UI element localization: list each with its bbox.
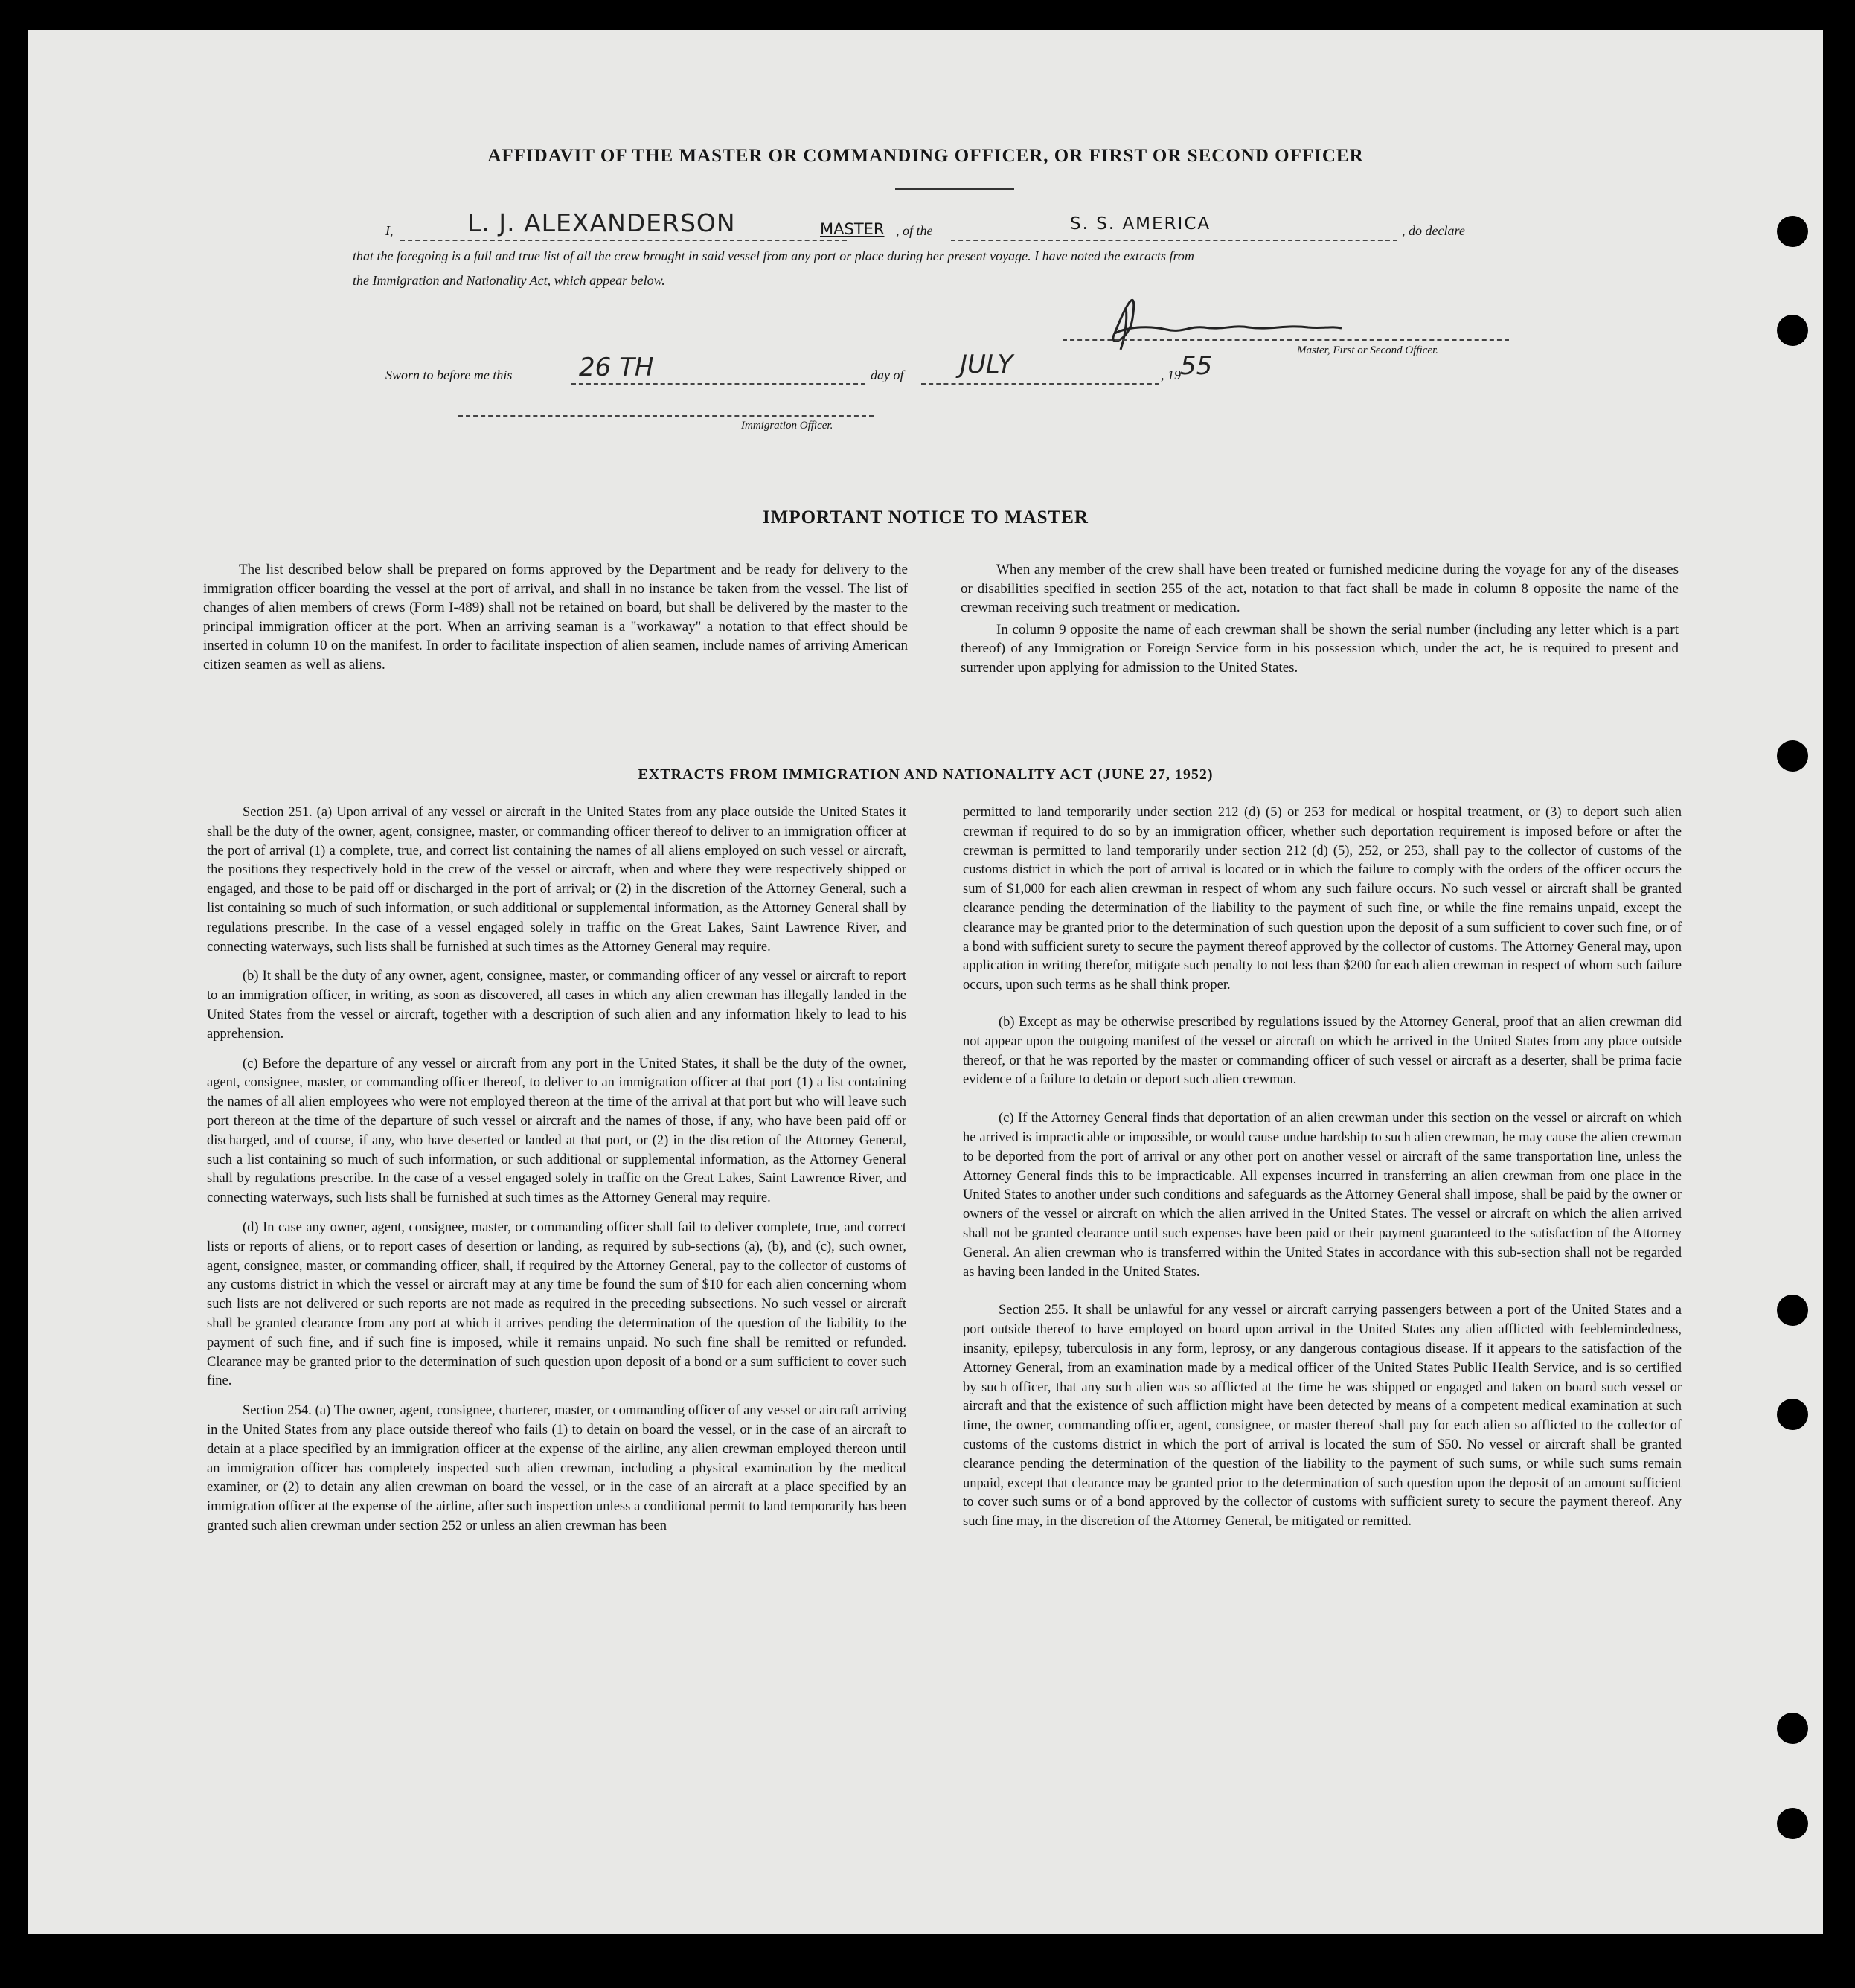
notice-title: IMPORTANT NOTICE TO MASTER (763, 507, 1089, 528)
master-caption-struck: First or Second Officer. (1333, 344, 1438, 356)
punch-hole (1777, 1399, 1808, 1430)
sworn-label: Sworn to before me this (385, 368, 513, 382)
do-declare-label: , do declare (1402, 223, 1465, 238)
notice-right-paragraph-2: In column 9 opposite the name of each crewman shall be shown the serial number (including any letter which is a part thereof) of any Immigration or Foreign Service form in his possession which, under the act, he is required to present and surrender upon applying for admission to the United States. (961, 621, 1679, 676)
signature-line (1063, 339, 1509, 341)
role-text: MASTER (820, 220, 885, 238)
document-page (28, 30, 1823, 1934)
master-caption (1297, 344, 1438, 357)
section-251-b: (b) It shall be the duty of any owner, agent, consignee, master, or commanding officer of any vessel or aircraft to report to an immigration officer, in writing, as soon as discovered, all cases in which any alien crewman has illegally landed in the United States from the vessel or aircraft, together with a description of such alien and any information likely to lead to his apprehension. (207, 969, 906, 1042)
pre-name-label: I, (385, 223, 394, 238)
of-the-label: , of the (896, 223, 933, 238)
declaration-line-2: the Immigration and Nationality Act, which appear below. (353, 273, 665, 288)
notice-right-paragraph-1: When any member of the crew shall have been treated or furnished medicine during the voyage for any of the diseases or disabilities specified in section 255 of the act, notation to that fact shall be made in column 8 opposite the name of the crewman receiving such treatment or medication. (961, 562, 1679, 615)
extracts-right-column (963, 804, 1682, 1542)
section-255: Section 255. It shall be unlawful for any vessel or aircraft carrying passengers between a port of the United States and a port outside thereof to have employed on board upon arrival in the United States any alien afflicted with feeblemindedness, insanity, epilepsy, tuberculosis in any form, leprosy, or any dangerous contagious disease. If it appears to the satisfaction of the Attorney General, from an examination made by a medical officer of the United States Public Health Service, and is so certified by such officer, that any such alien was so afflicted at the time he was shipped or engaged and taken on board such vessel or aircraft and that the existence of such affliction might have been detected by means of a competent medical examination at such time, the owner, commanding officer, agent, consignee, or master thereof shall pay for each alien so afflicted to the collector of customs of the customs district in which the port of arrival is located the sum of $50. No vessel or aircraft shall be granted clearance pending the determination of the question of the liability to the payment of such sums, or while such sums remain unpaid, except that clearance may be granted prior to the determination of such question upon the deposit of an amount sufficient to cover such sums or of a bond approved by the collector of customs with sufficient surety to secure the payment thereof. Any such fine may, in the discretion of the Attorney General, be mitigated or remitted. (963, 1303, 1682, 1530)
punch-hole (1777, 740, 1808, 772)
vessel-line (951, 240, 1397, 241)
name-line (400, 240, 847, 241)
officer-line (458, 415, 874, 417)
extracts-title: EXTRACTS FROM IMMIGRATION AND NATIONALITY ACT (JUNE 27, 1952) (638, 766, 1214, 783)
year-prefix: , 19 (1161, 368, 1181, 382)
declaration-line-1: that the foregoing is a full and true list of all the crew brought in said vessel from any port or place during her present voyage. I have noted the extracts from (353, 248, 1194, 263)
sworn-day: 26 TH (579, 353, 654, 382)
day-of-label: day of (871, 368, 904, 382)
notice-right-column (961, 560, 1679, 677)
section-254-a-continued: permitted to land temporarily under section 212 (d) (5) or 253 for medical or hospital treatment, or (3) to deport such alien crewman if required to do so by an immigration officer, whether such deportation requirement is imposed before or after the crewman is permitted to land temporarily under section 212 (d) (5), 252, or 253, shall pay to the collector of customs of the customs district in which the port of arrival is located or in which the failure to comply with the orders of the officer occurs the sum of $1,000 for each alien crewman in respect of whom any such failure occurs. No such vessel or aircraft shall be granted clearance pending the determination of the liability to the payment of such fine, or while the fine remains unpaid, except the clearance may be granted prior to the determination of such question upon the deposit of a sum sufficient to cover such fine, or of a bond with sufficient surety to secure the payment thereof approved by the collector of customs. The Attorney General may, upon application in writing therefor, mitigate such penalty to not less than $200 for each alien crewman in respect of whom such failure occurs, upon such terms as he shall think proper. (963, 805, 1682, 993)
punch-hole (1777, 1713, 1808, 1744)
punch-hole (1777, 1808, 1808, 1839)
officer-caption: Immigration Officer. (741, 420, 833, 432)
section-251-c: (c) Before the departure of any vessel or aircraft from any port in the United States, it shall be the duty of the owner, agent, consignee, master, or commanding officer thereof, to deliver to an immigration officer at that port (1) a list containing the names of all alien employees who were not employed thereon at the time of the arrival at that port but who will leave such port thereon at the time of the departure of such vessel or aircraft and the names of those, if any, who have been paid off or discharged, and of course, if any, who have deserted or landed at that port, or (2) in the discretion of the Attorney General, such a list containing so much of such information, or such additional or supplemental information, as the Attorney General shall by regulations prescribe. In the case of a vessel engaged solely in traffic on the Great Lakes, Saint Lawrence River, and connecting waterways, such lists shall be furnished at such times as the Attorney General may require. (207, 1056, 906, 1206)
notice-left-column (203, 560, 908, 674)
punch-hole (1777, 315, 1808, 346)
year-suffix: 55 (1180, 351, 1213, 381)
title-underline (895, 188, 1014, 190)
vessel-name: S. S. AMERICA (1070, 214, 1211, 234)
punch-hole (1777, 1295, 1808, 1326)
section-254-c: (c) If the Attorney General finds that deportation of an alien crewman under this section on the vessel or aircraft on which he arrived is impracticable or impossible, or would cause undue hardship to such alien crewman, he may cause the alien crewman to be deported from the port of arrival or any other port on another vessel or aircraft of the same transportation line, unless the Attorney General finds this to be impracticable. All expenses incurred in transferring an alien crewman from one place in the United States to another under such conditions and safeguards as the Attorney General shall impose, shall be paid by the owner or owners of the vessel or aircraft on which the alien arrived in the United States. The vessel or aircraft on which the alien arrived shall not be granted clearance until such expenses have been paid or their payment guaranteed to the satisfaction of the Attorney General. An alien crewman who is transferred within the United States in accordance with this sub-section shall not be regarded as having been landed in the United States. (963, 1111, 1682, 1280)
punch-hole (1777, 216, 1808, 247)
notice-left-paragraph: The list described below shall be prepared on forms approved by the Department and be ready for delivery to the immigration officer boarding the vessel at the port of arrival, and shall in no instance be taken from the vessel. The list of changes of alien members of crews (Form I-489) shall not be retained on board, but shall be delivered by the master to the principal immigration officer at the port. When an arriving seaman is a "workaway" a notation to that effect should be inserted in column 10 on the manifest. In order to facilitate inspection of alien seamen, include names of arriving American citizen seamen as well as aliens. (203, 562, 908, 673)
master-name: L. J. ALEXANDERSON (467, 208, 736, 237)
sworn-day-line (571, 383, 865, 385)
section-254-a: Section 254. (a) The owner, agent, consignee, charterer, master, or commanding officer of any vessel or aircraft arriving in the United States from any place outside thereof who fails (1) to detain on board the vessel, or in the case of an aircraft to detain at a place specified by an immigration officer at the expense of the airline, any alien crewman employed thereon until an immigration officer has completely inspected such alien crewman, including a physical examination by the medical examiner, or (2) to detain any alien crewman on board the vessel, or in the case of an aircraft at a place specified by an immigration officer at the expense of the airline, after such inspection unless a conditional permit to land temporarily has been granted such alien crewman under section 252 or unless an alien crewman has been (207, 1403, 906, 1533)
affidavit-title: AFFIDAVIT OF THE MASTER OR COMMANDING OFFICER, OR FIRST OR SECOND OFFICER (487, 146, 1364, 166)
month-line (921, 383, 1159, 385)
section-251-a: Section 251. (a) Upon arrival of any vessel or aircraft in the United States from any place outside the United States it shall be the duty of the owner, agent, consignee, master, or commanding officer thereof to deliver to an immigration officer at the port of arrival (1) a complete, true, and correct list containing the names of all aliens employed on such vessel or aircraft, the positions they respectively hold in the crew of the vessel or aircraft, when and where they were respectively shipped or engaged, and those to be paid off or discharged in the port of arrival; or (2) in the discretion of the Attorney General, such a list containing so much of such information, or such additional or supplemental information, as the Attorney General shall by regulations prescribe. In the case of a vessel engaged solely in traffic on the Great Lakes, Saint Lawrence River, and connecting waterways, such lists shall be furnished at such times as the Attorney General may require. (207, 805, 906, 955)
sworn-month: JULY (960, 350, 1013, 379)
section-254-b: (b) Except as may be otherwise prescribed by regulations issued by the Attorney General, proof that an alien crewman did not appear upon the outgoing manifest of the vessel or aircraft on which he arrived in the United States from any place outside thereof, or that he was reported by the master or commanding officer of such vessel or aircraft as a deserter, shall be prima facie evidence of a failure to detain or deport such alien crewman. (963, 1014, 1682, 1088)
master-caption-prefix: Master, (1297, 344, 1330, 356)
extracts-left-column (207, 804, 906, 1547)
section-251-d: (d) In case any owner, agent, consignee, master, or commanding officer shall fail to deliver complete, true, and correct lists or reports of aliens, or to report cases of desertion or landing, as required by sub-sections (a), (b), and (c), such owner, agent, consignee, master, or commanding officer, shall, if required by the Attorney General, pay to the collector of customs of any customs district in which the vessel or aircraft may at any time be found the sum of $10 for each alien concerning whom such lists are not delivered or such reports are not made as required in the preceding subsections. No such vessel or aircraft shall be granted clearance from any port at which it arrives pending the determination of the question of the liability to the payment of such fine, and if such fine is imposed, while it remains unpaid. No such fine shall be remitted or refunded. Clearance may be granted prior to the determination of such question upon deposit of a bond or a sum sufficient to cover such fine. (207, 1219, 906, 1389)
